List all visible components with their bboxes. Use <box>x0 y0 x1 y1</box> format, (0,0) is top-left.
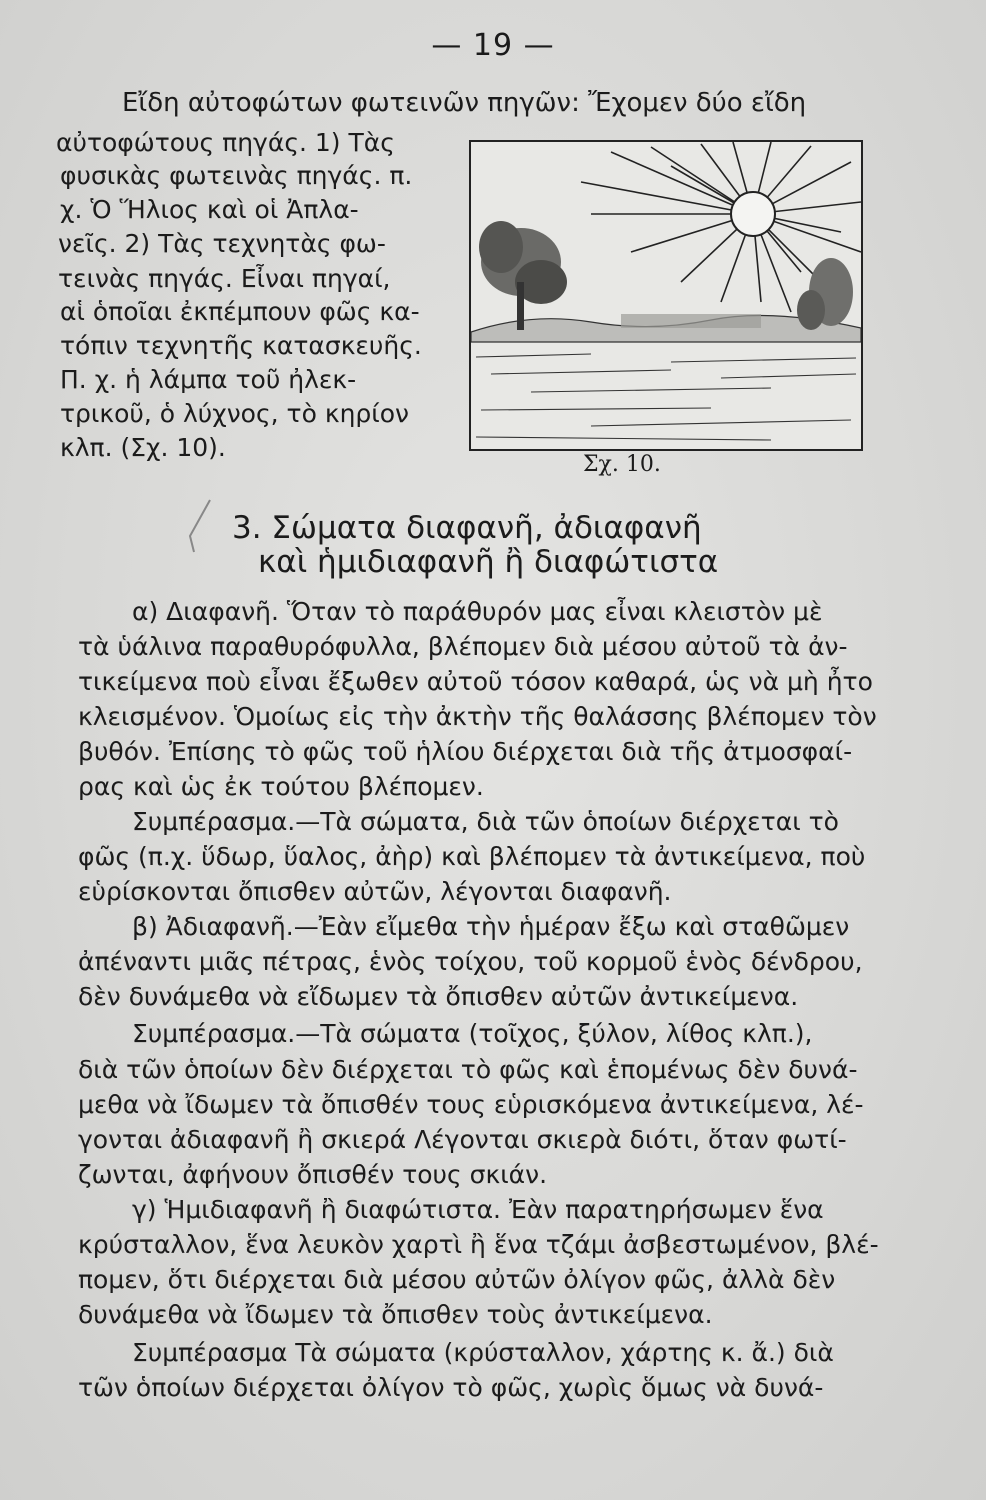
text-line: ζωνται, ἀφήνουν ὄπισθέν τους σκιάν. <box>78 1160 548 1189</box>
text-line: φυσικὰς φωτεινὰς πηγάς. π. <box>60 161 413 190</box>
text-line: α) Διαφανῆ. Ὅταν τὸ παράθυρόν μας εἶναι κλειστὸν μὲ <box>132 597 823 626</box>
text-line: τρικοῦ, ὁ λύχνος, τὸ κηρίον <box>60 399 409 428</box>
text-line: διὰ τῶν ὁποίων δὲν διέρχεται τὸ φῶς καὶ ἑπομένως δὲν δυνά- <box>78 1055 858 1084</box>
text-line: τόπιν τεχνητῆς κατασκευῆς. <box>60 331 422 360</box>
text-line: γονται ἀδιαφανῆ ἢ σκιερά Λέγονται σκιερὰ διότι, ὅταν φωτί- <box>78 1125 847 1154</box>
text-line: κρύσταλλον, ἕνα λευκὸν χαρτὶ ἢ ἕνα τζάμι ἀσβεστωμένον, βλέ- <box>78 1230 879 1259</box>
text-line: Π. χ. ἡ λάμπα τοῦ ἠλεκ- <box>60 365 357 394</box>
text-line: νεῖς. 2) Τὰς τεχνητὰς φω- <box>58 229 386 258</box>
text-line: τῶν ὁποίων διέρχεται ὀλίγον τὸ φῶς, χωρὶς ὅμως νὰ δυνά- <box>78 1373 824 1402</box>
pencil-mark-icon <box>180 496 220 556</box>
text-line: Συμπέρασμα.—Τὰ σώματα (τοῖχος, ξύλον, λίθος κλπ.), <box>132 1019 813 1048</box>
text-line: αἱ ὁποῖαι ἐκπέμπουν φῶς κα- <box>60 297 420 326</box>
text-line: βυθόν. Ἐπίσης τὸ φῶς τοῦ ἡλίου διέρχεται διὰ τῆς ἀτμοσφαί- <box>78 737 853 766</box>
text-line: τὰ ὑάλινα παραθυρόφυλλα, βλέπομεν διὰ μέσου αὐτοῦ τὰ ἀν- <box>78 632 848 661</box>
figure-sun-landscape <box>469 140 863 451</box>
section-heading-line-2: καὶ ἡμιδιαφανῆ ἢ διαφώτιστα <box>258 544 719 580</box>
text-line: Συμπέρασμα.—Τὰ σώματα, διὰ τῶν ὁποίων διέρχεται τὸ <box>132 807 839 836</box>
text-line: τικείμενα ποὺ εἶναι ἔξωθεν αὐτοῦ τόσον καθαρά, ὡς νὰ μὴ ἦτο <box>78 667 873 696</box>
text-line: χ. Ὁ Ἥλιος καὶ οἱ Ἀπλα- <box>60 195 359 224</box>
text-line: κλεισμένον. Ὁμοίως εἰς τὴν ἀκτὴν τῆς θαλάσσης βλέπομεν τὸν <box>78 702 877 731</box>
text-line: αὐτοφώτους πηγάς. 1) Τὰς <box>56 128 395 157</box>
text-line: εὑρίσκονται ὄπισθεν αὐτῶν, λέγονται διαφανῆ. <box>78 877 672 906</box>
text-line: τεινὰς πηγάς. Εἶναι πηγαί, <box>58 264 391 293</box>
sun-landscape-illustration <box>471 142 861 449</box>
text-line: δυνάμεθα νὰ ἴδωμεν τὰ ὄπισθεν τοὺς ἀντικείμενα. <box>78 1300 713 1329</box>
text-line: Εἴδη αὐτοφώτων φωτεινῶν πηγῶν: Ἔχομεν δύο εἴδη <box>122 88 807 118</box>
text-line: Συμπέρασμα Τὰ σώματα (κρύσταλλον, χάρτης κ. ἄ.) διὰ <box>132 1338 834 1367</box>
page-number: — 19 — <box>431 28 555 63</box>
text-line: πομεν, ὅτι διέρχεται διὰ μέσου αὐτῶν ὀλίγον φῶς, ἀλλὰ δὲν <box>78 1265 836 1294</box>
text-line: β) Ἀδιαφανῆ.—Ἐὰν εἴμεθα τὴν ἡμέραν ἔξω καὶ σταθῶμεν <box>132 912 850 941</box>
section-heading-line-1: 3. Σώματα διαφανῆ, ἀδιαφανῆ <box>232 510 702 546</box>
text-line: γ) Ἡμιδιαφανῆ ἢ διαφώτιστα. Ἐὰν παρατηρήσωμεν ἕνα <box>132 1195 824 1224</box>
text-line: δὲν δυνάμεθα νὰ εἴδωμεν τὰ ὄπισθεν αὐτῶν ἀντικείμενα. <box>78 982 799 1011</box>
text-line: μεθα νὰ ἴδωμεν τὰ ὄπισθέν τους εὑρισκόμενα ἀντικείμενα, λέ- <box>78 1090 864 1119</box>
text-line: ἀπέναντι μιᾶς πέτρας, ἑνὸς τοίχου, τοῦ κορμοῦ ἑνὸς δένδρου, <box>78 947 863 976</box>
sun-disc <box>731 192 775 236</box>
text-line: ρας καὶ ὡς ἐκ τούτου βλέπομεν. <box>78 772 484 801</box>
text-line: κλπ. (Σχ. 10). <box>60 433 226 462</box>
text-line: φῶς (π.χ. ὕδωρ, ὕαλος, ἀὴρ) καὶ βλέπομεν τὰ ἀντικείμενα, ποὺ <box>78 842 866 871</box>
figure-caption: Σχ. 10. <box>583 452 661 477</box>
